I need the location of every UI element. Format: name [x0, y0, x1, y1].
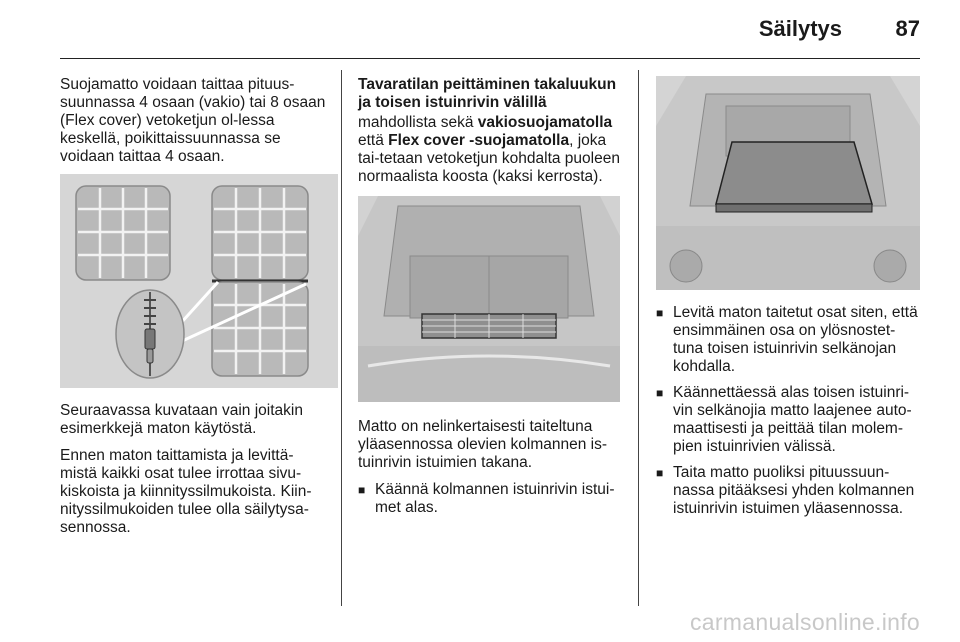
list-item: ■ Taita matto puoliksi pituussuun-nassa pitääksesi yhden kolmannen istuinrivin istuimen yläasennossa.: [656, 464, 924, 518]
page-number: 87: [895, 16, 920, 41]
paragraph-cover-intro: [358, 114, 624, 186]
intro-bold-standard: vakiosuojamatolla: [477, 114, 613, 131]
list-item: ■ Käännettäessä alas toisen istuinri-vin selkänojia matto laajenee auto-maattisesti ja peittää tilan molem-pien istuinrivien välissä.: [656, 384, 924, 456]
list-item: ■ Käännä kolmannen istuinrivin istui-met alas.: [358, 481, 624, 517]
figure-trunk-flat-mat: [656, 76, 920, 290]
intro-text-a: mahdollista sekä: [358, 114, 478, 131]
page-title: Säilytys: [758, 16, 842, 41]
column-3-lower: [656, 304, 924, 526]
paragraph-fold-intro: Suojamatto voidaan taittaa pituus-suunnassa 4 osaan (vakio) tai 8 osaan (Flex cover) vetoketjun ol-lessa keskellä, poikittaissuunnassa se voidaan taittaa 4 osaan.: [60, 76, 326, 165]
figure-mat-folding: [60, 174, 338, 388]
paragraph-before-folding: Ennen maton taittamista ja levittä-mistä kaikki osat tulee irrottaa sivu-kiskoista ja kiinnityssilmukoista. Kiin-nityssilmukoiden tulee olla säilytysa-sennossa.: [60, 447, 312, 536]
trunk-flat-illustration: [656, 76, 920, 290]
column-divider-2: [638, 70, 639, 606]
column-2-lower: [358, 418, 624, 525]
intro-text-d: , joka tai-tetaan vetoketjun kohdalta puoleen normaalista koosta (kaksi kerrosta).: [358, 132, 620, 185]
page-header: [0, 0, 960, 62]
paragraph-mat-position: Matto on nelinkertaisesti taiteltuna yläasennossa olevien kolmannen is-tuinrivin istuimien takana.: [358, 418, 608, 471]
watermark-link[interactable]: carmanualsonline.info: [689, 609, 920, 635]
section-heading: Tavaratilan peittäminen takaluukun ja toisen istuinrivin välillä: [358, 76, 617, 111]
intro-bold-flex: Flex cover -suojamatolla: [388, 132, 570, 149]
column-1-lower: [60, 402, 330, 546]
bullet-list-col2: [358, 481, 624, 517]
list-item: ■ Levitä maton taitetut osat siten, että ensimmäinen osa on ylösnostet-tuna toisen istuinrivin selkänojan kohdalla.: [656, 304, 924, 376]
column-2: [358, 76, 624, 195]
bullet-list-col3: [656, 304, 924, 518]
intro-text-c: että: [358, 132, 389, 149]
trunk-folded-illustration: [358, 196, 620, 402]
column-divider-1: [341, 70, 342, 606]
paragraph-examples: Seuraavassa kuvataan vain joitakin esimerkkejä maton käytöstä.: [60, 402, 303, 437]
figure-trunk-folded-mat: [358, 196, 620, 402]
column-1: [60, 76, 330, 175]
mat-folding-illustration: [60, 174, 338, 388]
header-rule: [60, 58, 920, 59]
